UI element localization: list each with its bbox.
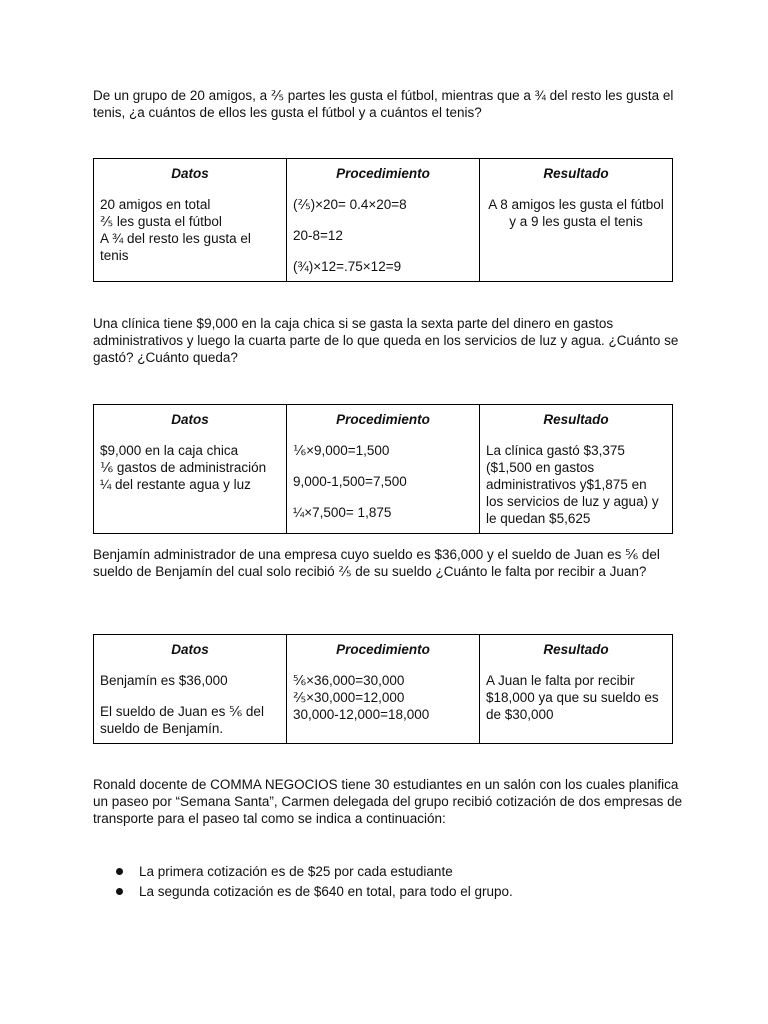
step-line: ¼×7,500= 1,875 (293, 505, 392, 520)
bullet-icon (116, 868, 123, 875)
resultado-text: A 8 amigos les gusta el fútbol y a 9 les gusta el tenis (488, 197, 664, 229)
procedimiento-cell (287, 405, 480, 534)
procedimiento-cell (287, 635, 480, 744)
column-header-procedimiento: Procedimiento (336, 412, 430, 427)
problem-3-question: Benjamín administrador de una empresa cuyo sueldo es $36,000 y el sueldo de Juan es ⅚ del sueldo de Benjamín del cual solo recibió ⅖ de su sueldo ¿Cuánto le falta por recibir a Juan? (93, 547, 660, 579)
problem-4-question: Ronald docente de COMMA NEGOCIOS tiene 30 estudiantes en un salón con los cuales planifica un paseo por “Semana Santa”, Carmen delegada del grupo recibió cotización de dos empresas de transporte para el paseo tal como se indica a continuación: (93, 777, 683, 826)
step-line: ⅚×36,000=30,000 (293, 673, 405, 688)
resultado-text: La clínica gastó $3,375 ($1,500 en gastos administrativos y$1,875 en los servicios de luz y agua) y le quedan $5,625 (486, 443, 659, 526)
step-line: ⅙×9,000=1,500 (293, 443, 390, 458)
step-line: ⅖×30,000=12,000 (293, 690, 405, 705)
dato-line: El sueldo de Juan es ⅚ del sueldo de Benjamín. (100, 704, 264, 736)
list-item: La primera cotización es de $25 por cada estudiante (93, 862, 683, 882)
dato-line: Benjamín es $36,000 (100, 673, 228, 688)
resultado-cell (480, 635, 673, 744)
datos-cell (94, 159, 287, 282)
datos-cell (94, 635, 287, 744)
list-item: La segunda cotización es de $640 en total, para todo el grupo. (93, 882, 683, 902)
resultado-cell (480, 159, 673, 282)
procedimiento-cell (287, 159, 480, 282)
step-line: 9,000-1,500=7,500 (293, 474, 407, 489)
problem-2-question: Una clínica tiene $9,000 en la caja chica si se gasta la sexta parte del dinero en gastos administrativos y luego la cuarta parte de lo que queda en los servicios de luz y agua. ¿Cuánto se gastó? ¿Cuánto queda? (93, 316, 679, 365)
column-header-datos: Datos (171, 642, 209, 657)
dato-line: ¼ del restante agua y luz (100, 477, 251, 492)
resultado-cell (480, 405, 673, 534)
column-header-procedimiento: Procedimiento (336, 642, 430, 657)
column-header-resultado: Resultado (543, 412, 609, 427)
column-header-datos: Datos (171, 412, 209, 427)
column-header-procedimiento: Procedimiento (336, 166, 430, 181)
column-header-resultado: Resultado (543, 642, 609, 657)
dato-line: A ¾ del resto les gusta el tenis (100, 231, 251, 263)
datos-cell (94, 405, 287, 534)
dato-line: ⅖ les gusta el fútbol (100, 214, 222, 229)
step-line: 30,000-12,000=18,000 (293, 707, 430, 722)
column-header-resultado: Resultado (543, 166, 609, 181)
dato-line: $9,000 en la caja chica (100, 443, 239, 458)
bullet-icon (116, 888, 123, 895)
step-line: (¾)×12=.75×12=9 (293, 259, 402, 274)
problem-1-table (93, 158, 673, 282)
problem-2-table (93, 404, 673, 534)
problem-1-question: De un grupo de 20 amigos, a ⅖ partes les gusta el fútbol, mientras que a ¾ del resto les gusta el tenis, ¿a cuántos de ellos les gusta el fútbol y a cuántos el tenis? (93, 88, 674, 120)
step-line: (⅖)×20= 0.4×20=8 (293, 197, 407, 212)
step-line: 20-8=12 (293, 228, 343, 243)
dato-line: ⅙ gastos de administración (100, 460, 267, 475)
column-header-datos: Datos (171, 166, 209, 181)
resultado-text: A Juan le falta por recibir $18,000 ya que su sueldo es de $30,000 (486, 673, 659, 722)
quote-list (93, 862, 683, 902)
problem-3-table (93, 634, 673, 744)
dato-line: 20 amigos en total (100, 197, 211, 212)
